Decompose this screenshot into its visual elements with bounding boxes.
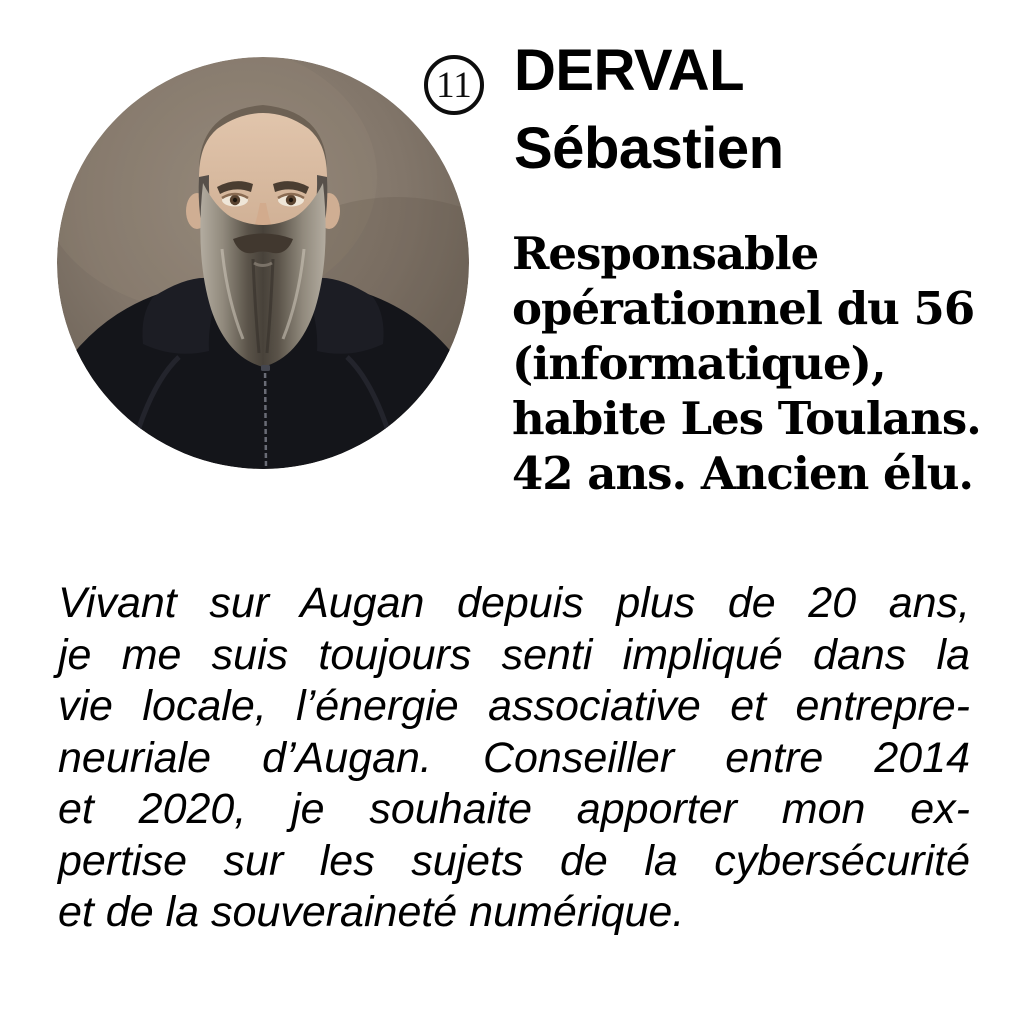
statement-line: je me suis toujours senti impliqué dans la	[58, 630, 970, 679]
candidate-number: 11	[436, 64, 472, 106]
statement-line: et de la souveraineté numérique.	[58, 888, 685, 936]
candidate-description	[512, 226, 1012, 501]
statement-line: pertise sur les sujets de la cybersécurité	[58, 836, 970, 885]
profile-photo	[57, 57, 469, 469]
role-line: 42 ans. Ancien élu.	[512, 447, 974, 500]
role-line: habite Les Toulans.	[512, 392, 981, 445]
last-name: DERVAL	[514, 38, 745, 103]
role-line: Responsable	[512, 227, 819, 280]
candidate-statement	[58, 578, 970, 939]
statement-line: et 2020, je souhaite apporter mon ex-	[58, 785, 970, 833]
candidate-number-badge	[424, 55, 484, 115]
first-name: Sébastien	[514, 116, 784, 181]
role-line: opérationnel du 56	[512, 282, 975, 335]
statement-line: vie locale, l’énergie associative et entrepre-	[58, 682, 970, 730]
moustache	[233, 234, 293, 254]
statement-line: Vivant sur Augan depuis plus de 20 ans,	[58, 579, 970, 627]
candidate-name	[514, 32, 784, 188]
statement-line: neuriale d’Augan. Conseiller entre 2014	[58, 733, 970, 782]
portrait-illustration	[57, 57, 469, 469]
role-line: (informatique),	[512, 337, 886, 390]
